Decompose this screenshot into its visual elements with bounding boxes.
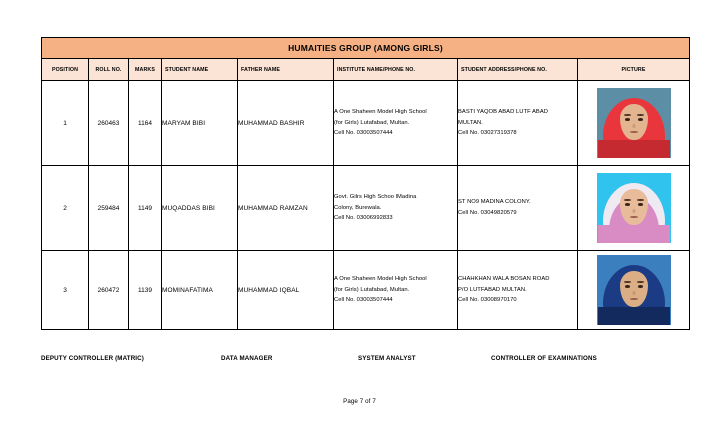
cell-position: 2 [42, 166, 89, 251]
cell-picture [578, 251, 690, 330]
cell-address [458, 251, 578, 330]
institute-line: A One Shaheen Model High School [334, 275, 427, 282]
address-line: MULTAN. [458, 119, 483, 126]
cell-roll-no: 260463 [89, 81, 129, 166]
photo-eye-right [638, 203, 643, 206]
cell-father-name: MUHAMMAD IQBAL [238, 251, 334, 330]
signatory-system-analyst: SYSTEM ANALYST [358, 355, 416, 362]
photo-nose [632, 209, 635, 213]
address-phone: Cell No. 03008970170 [458, 297, 517, 304]
cell-roll-no: 259484 [89, 166, 129, 251]
photo-nose [632, 291, 635, 295]
photo-mouth [630, 298, 638, 300]
cell-marks: 1139 [129, 251, 162, 330]
student-photo [597, 255, 671, 325]
merit-list-table [41, 37, 690, 330]
institute-line: (for Girls) Lutafabad, Multan. [334, 286, 410, 293]
cell-address [458, 81, 578, 166]
cell-institute [334, 251, 458, 330]
photo-eyebrow-right [637, 114, 644, 116]
photo-mouth [630, 131, 638, 133]
photo-eyebrow-left [624, 281, 631, 283]
photo-mouth [630, 216, 638, 218]
column-header-father-name: FATHER NAME [238, 59, 334, 81]
photo-eye-left [625, 118, 630, 121]
student-photo [597, 88, 671, 158]
student-photo [597, 173, 671, 243]
table-header-row [42, 59, 690, 81]
cell-student-name: MARYAM BIBI [162, 81, 238, 166]
photo-shoulders [598, 140, 670, 158]
cell-picture [578, 81, 690, 166]
table-row [42, 81, 690, 166]
institute-line: Colony, Burewala. [334, 204, 382, 211]
photo-eye-right [638, 285, 643, 288]
page-title: HUMAITIES GROUP (AMONG GIRLS) [42, 38, 690, 59]
table-title-row [42, 38, 690, 59]
cell-position: 3 [42, 251, 89, 330]
column-header-institute: INSTITUTE NAME/PHONE NO. [334, 59, 458, 81]
address-line: BASTI YAQOB ABAD LUTF ABAD [458, 108, 548, 115]
cell-marks: 1149 [129, 166, 162, 251]
page-number: Page 7 of 7 [343, 398, 376, 405]
column-header-marks: MARKS [129, 59, 162, 81]
address-line: ST NO9 MADINA COLONY. [458, 199, 531, 206]
cell-student-name: MUQADDAS BIBI [162, 166, 238, 251]
photo-eye-left [625, 285, 630, 288]
signatory-controller-of-examinations: CONTROLLER OF EXAMINATIONS [491, 355, 597, 362]
photo-shoulders [598, 225, 670, 243]
institute-phone: Cell No. 03003507444 [334, 130, 393, 137]
photo-eyebrow-right [637, 199, 644, 201]
photo-eye-right [638, 118, 643, 121]
signatory-deputy-controller: DEPUTY CONTROLLER (MATRIC) [41, 355, 145, 362]
address-line: P/O LUTFABAD MULTAN. [458, 286, 527, 293]
column-header-position: POSITION [42, 59, 89, 81]
photo-shoulders [598, 307, 670, 325]
cell-institute [334, 81, 458, 166]
photo-eyebrow-left [624, 199, 631, 201]
column-header-student-name: STUDENT NAME [162, 59, 238, 81]
institute-phone: Cell No. 03003507444 [334, 297, 393, 304]
photo-eyebrow-right [637, 281, 644, 283]
table-row [42, 166, 690, 251]
institute-line: Govt. Gilrs High Schoo lMadina [334, 193, 417, 200]
column-header-address: STUDENT ADDRESS/PHONE NO. [458, 59, 578, 81]
address-line: CHAHKHAN WALA BOSAN ROAD [458, 275, 550, 282]
cell-father-name: MUHAMMAD RAMZAN [238, 166, 334, 251]
photo-nose [632, 124, 635, 128]
column-header-roll-no: ROLL NO. [89, 59, 129, 81]
institute-phone: Cell No. 03006992833 [334, 215, 393, 222]
cell-father-name: MUHAMMAD BASHIR [238, 81, 334, 166]
photo-eye-left [625, 203, 630, 206]
address-phone: Cell No. 03027319378 [458, 130, 517, 137]
cell-roll-no: 260472 [89, 251, 129, 330]
column-header-picture: PICTURE [578, 59, 690, 81]
cell-marks: 1164 [129, 81, 162, 166]
photo-eyebrow-left [624, 114, 631, 116]
table-row [42, 251, 690, 330]
address-phone: Cell No. 03049820579 [458, 210, 517, 216]
cell-address [458, 166, 578, 251]
cell-institute [334, 166, 458, 251]
signatory-data-manager: DATA MANAGER [221, 355, 273, 362]
institute-line: A One Shaheen Model High School [334, 108, 427, 115]
cell-position: 1 [42, 81, 89, 166]
cell-picture [578, 166, 690, 251]
cell-student-name: MOMINAFATIMA [162, 251, 238, 330]
institute-line: (for Girls) Lutafabad, Multan. [334, 119, 410, 126]
